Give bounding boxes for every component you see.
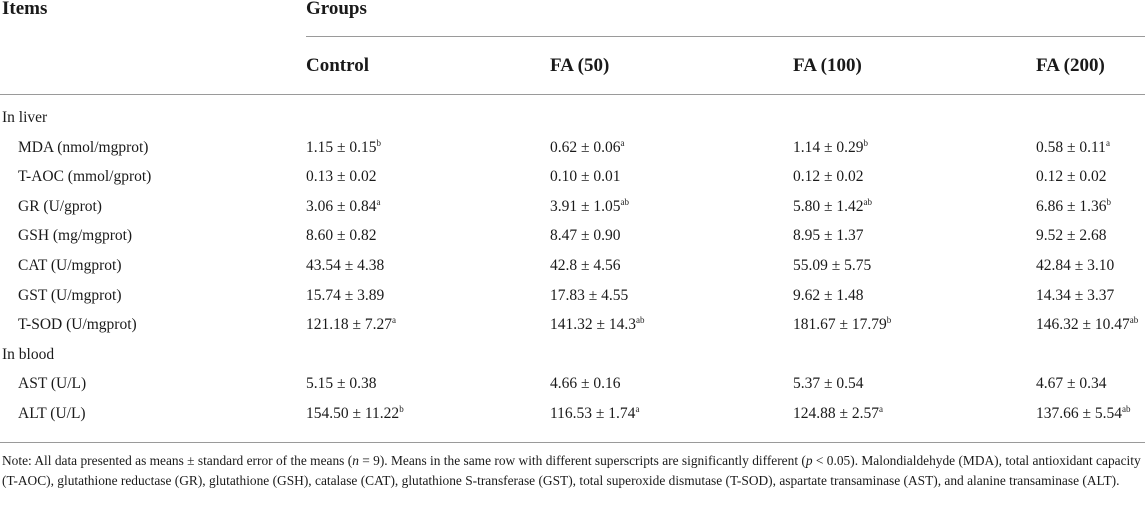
cell-value: 146.32 ± 10.47	[1036, 316, 1130, 334]
row-item-label: T-SOD (U/mgprot)	[18, 316, 137, 334]
cell-value: 55.09 ± 5.75	[793, 257, 872, 274]
significance-superscript: a	[879, 404, 884, 414]
cell-value: 15.74 ± 3.89	[306, 286, 385, 304]
cell-value: 181.67 ± 17.79	[793, 316, 887, 334]
table-cell	[793, 168, 864, 186]
cell-value: 1.14 ± 0.29	[793, 138, 864, 156]
row-item-label: ALT (U/L)	[18, 405, 86, 422]
header-groups: Groups	[306, 0, 367, 19]
cell-value: 6.86 ± 1.36	[1036, 197, 1107, 215]
row-item-label: MDA (nmol/mgprot)	[18, 138, 149, 156]
cell-value: 141.32 ± 14.3	[550, 316, 637, 334]
cell-value: 8.95 ± 1.37	[793, 227, 864, 245]
section-label: In liver	[2, 109, 48, 126]
cell-value: 3.91 ± 1.05	[550, 197, 621, 215]
significance-superscript: a	[376, 196, 381, 207]
section-label: In blood	[2, 345, 55, 363]
cell-value: 9.62 ± 1.48	[793, 286, 864, 304]
table-cell	[793, 198, 872, 216]
table-cell	[793, 316, 891, 334]
row-item-label: GST (U/mgprot)	[18, 286, 122, 304]
table-cell	[550, 139, 625, 157]
cell-value: 124.88 ± 2.57	[793, 405, 880, 422]
cell-value: 4.67 ± 0.34	[1036, 375, 1107, 393]
cell-value: 5.37 ± 0.54	[793, 375, 864, 393]
table-cell	[1036, 405, 1131, 423]
cell-value: 8.47 ± 0.90	[550, 227, 621, 245]
significance-superscript: ab	[863, 196, 873, 207]
cell-value: 14.34 ± 3.37	[1036, 286, 1115, 304]
table-cell	[1036, 375, 1107, 393]
significance-superscript: a	[620, 137, 625, 148]
significance-superscript: ab	[620, 196, 630, 207]
header-rule	[0, 94, 1145, 95]
table-cell	[550, 198, 629, 216]
table-cell	[1036, 257, 1114, 275]
note-text: = 9). Means in the same row with different superscripts are significantly different (	[358, 453, 806, 468]
row-item-label: GSH (mg/mgprot)	[18, 227, 133, 245]
cell-value: 4.66 ± 0.16	[550, 375, 621, 393]
table-cell	[306, 316, 396, 334]
significance-superscript: b	[1106, 196, 1112, 207]
table-cell	[1036, 139, 1110, 157]
table-cell	[793, 287, 864, 305]
row-item-label: T-AOC (mmol/gprot)	[18, 168, 152, 186]
significance-superscript: b	[863, 137, 869, 148]
table-cell	[793, 375, 864, 393]
cell-value: 0.12 ± 0.02	[793, 168, 864, 186]
row-item-label: GR (U/gprot)	[18, 197, 102, 215]
table-cell	[1036, 316, 1138, 334]
cell-value: 116.53 ± 1.74	[550, 405, 636, 422]
cell-value: 5.80 ± 1.42	[793, 197, 864, 215]
table-cell	[306, 257, 384, 275]
bottom-rule	[0, 442, 1145, 443]
cell-value: 137.66 ± 5.54	[1036, 405, 1123, 422]
cell-value: 121.18 ± 7.27	[306, 316, 393, 334]
cell-value: 0.13 ± 0.02	[306, 168, 377, 186]
row-item-label: CAT (U/mgprot)	[18, 257, 122, 274]
cell-value: 9.52 ± 2.68	[1036, 227, 1107, 245]
table-cell	[793, 405, 883, 423]
table-cell	[550, 375, 621, 393]
column-header: FA (100)	[793, 55, 862, 76]
cell-value: 42.8 ± 4.56	[550, 257, 621, 274]
table-cell	[550, 316, 645, 334]
table-cell	[306, 139, 381, 157]
table-cell	[1036, 227, 1107, 245]
significance-superscript: ab	[1129, 315, 1139, 326]
groups-rule	[306, 36, 1145, 37]
significance-superscript: a	[1105, 137, 1110, 148]
significance-superscript: b	[376, 137, 382, 148]
significance-superscript: a	[635, 404, 640, 414]
table-cell	[793, 139, 868, 157]
column-header: FA (50)	[550, 55, 610, 76]
cell-value: 5.15 ± 0.38	[306, 375, 377, 393]
significance-superscript: ab	[636, 315, 645, 326]
cell-value: 0.12 ± 0.02	[1036, 168, 1107, 186]
cell-value: 3.06 ± 0.84	[306, 197, 377, 215]
cell-value: 17.83 ± 4.55	[550, 286, 629, 304]
table-cell	[793, 227, 864, 245]
note-text: Note: All data presented as means ± standard error of the means (	[2, 453, 353, 468]
significance-superscript: b	[886, 315, 892, 326]
table-cell	[306, 405, 404, 423]
table-cell	[550, 287, 628, 305]
cell-value: 0.10 ± 0.01	[550, 168, 621, 186]
table-cell	[306, 168, 377, 186]
table-cell	[306, 287, 384, 305]
table-cell	[550, 405, 639, 423]
header-items: Items	[2, 0, 48, 19]
cell-value: 0.62 ± 0.06	[550, 138, 621, 156]
cell-value: 42.84 ± 3.10	[1036, 257, 1115, 274]
cell-value: 1.15 ± 0.15	[306, 138, 377, 156]
cell-value: 154.50 ± 11.22	[306, 405, 400, 422]
note-p: p	[805, 453, 813, 468]
cell-value: 8.60 ± 0.82	[306, 227, 377, 245]
table-cell	[306, 227, 377, 245]
cell-value: 0.58 ± 0.11	[1036, 138, 1106, 156]
row-item-label: AST (U/L)	[18, 375, 87, 393]
significance-superscript: b	[399, 404, 404, 414]
significance-superscript: ab	[1122, 404, 1131, 414]
significance-superscript: a	[392, 315, 397, 326]
note-text: < 0.05). Malondialdehyde (MDA), total antioxidant capacity (T-AOC), glutathione reductase (GR), glutathione (GSH), catalase (CAT), glutathione S-transferase (GST), total superoxide dismutase (T-SOD), aspartate transaminase (AST), and alanine transaminase (ALT).	[2, 453, 1141, 488]
table-cell	[306, 375, 377, 393]
table-cell	[550, 257, 621, 275]
table-cell	[1036, 198, 1111, 216]
note-n: n	[352, 453, 359, 468]
table-cell	[550, 168, 621, 186]
table-cell	[306, 198, 381, 216]
column-header: Control	[306, 55, 369, 76]
cell-value: 43.54 ± 4.38	[306, 257, 385, 274]
table-note	[2, 451, 1142, 491]
table-cell	[793, 257, 871, 275]
column-header: FA (200)	[1036, 55, 1105, 76]
table-cell	[550, 227, 621, 245]
table-cell	[1036, 287, 1114, 305]
table-cell	[1036, 168, 1107, 186]
